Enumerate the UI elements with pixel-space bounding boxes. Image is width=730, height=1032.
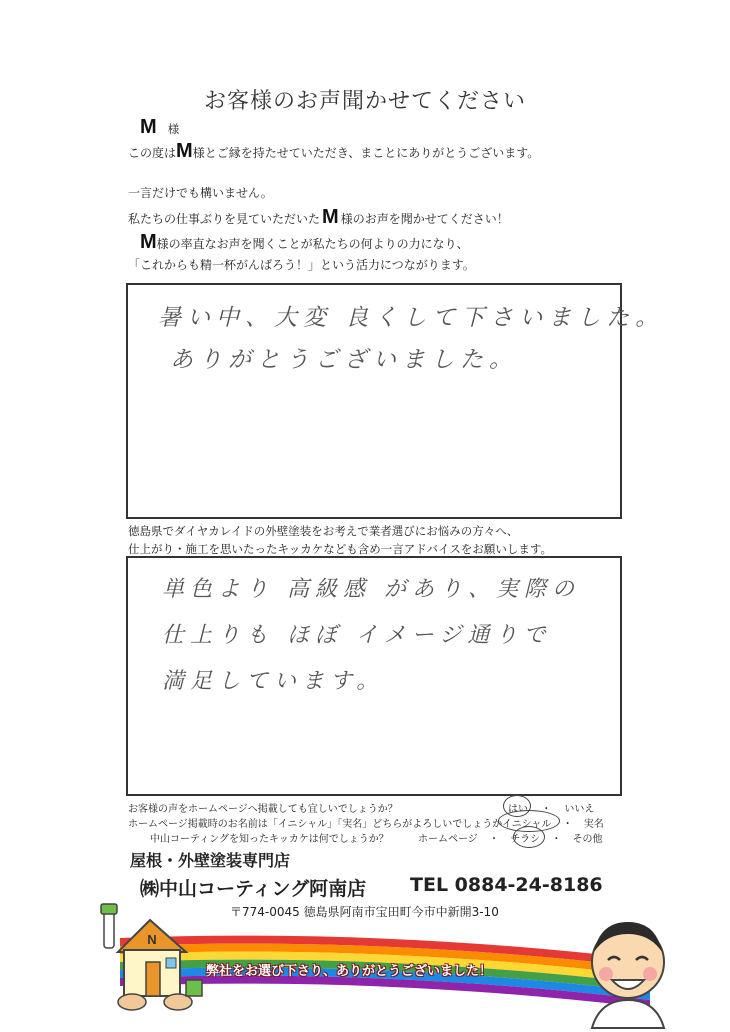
intro-line-1-initial: M [176, 140, 193, 162]
intro-line-2: 一言だけでも構いません。 [128, 186, 273, 200]
option-separator: ・ [489, 834, 499, 845]
intro-line-4 [140, 231, 469, 254]
intro-line-4-initial: M [140, 231, 157, 253]
option-homepage[interactable]: ホームページ [418, 834, 478, 845]
banner-thanks-text: 弊社をお選び下さり、ありがとうございました！ [206, 964, 493, 979]
intro-line-3-initial: M [322, 206, 339, 228]
handwritten-comment-1-line-2: ありがとうございました。 [170, 347, 518, 373]
intro-line-3 [128, 206, 509, 229]
option-flyer[interactable]: チラシ [510, 834, 541, 845]
intro-line-1 [128, 140, 539, 163]
option-real-name[interactable]: 実名 [583, 819, 604, 830]
intro-line-5: 「これからも精一杯がんばろう！」という活力につながります。 [128, 258, 475, 272]
salutation-suffix: 様 [167, 122, 180, 136]
question-publish: お客様の声をホームページへ掲載しても宜しいでしょうか？ [128, 804, 398, 815]
handwritten-comment-2-line-2: 仕上りも ほぼ イメージ通りで [162, 623, 552, 648]
option-separator: ・ [541, 804, 552, 815]
prompt-2-line-2: 仕上がり・施工を思いたったキッカケなども含め一言アドバイスをお願いします。 [128, 542, 553, 556]
shop-name: ㈱中山コーティング阿南店 [140, 878, 367, 900]
intro-line-1-prefix: この度は [128, 146, 177, 160]
option-no[interactable]: いいえ [564, 804, 595, 815]
shop-category: 屋根・外壁塗装専門店 [130, 851, 291, 870]
comment-box-1 [126, 283, 665, 519]
option-other[interactable]: その他 [572, 834, 603, 845]
handwritten-comment-2-line-3: 満足しています。 [162, 669, 385, 694]
question-trigger-options [418, 830, 603, 845]
smiling-man-icon [592, 922, 664, 1028]
intro-line-3-prefix: 私たちの仕事ぶりを見ていただいた [128, 212, 321, 226]
intro-line-1-rest: 様とご縁を持たせていただき、まことにありがとうございます。 [192, 146, 540, 160]
intro-line-3-rest: 様のお声を聞かせてください！ [340, 212, 509, 226]
page-title: お客様のお声聞かせてください [203, 89, 526, 114]
option-yes[interactable]: はい [508, 804, 528, 815]
comment-box-2 [126, 556, 622, 796]
option-initial[interactable]: イニシャル [502, 819, 552, 830]
shop-tel: TEL 0884-24-8186 [410, 874, 603, 896]
customer-initial: M [140, 116, 157, 138]
handwritten-comment-2-line-1: 単色より 高級感 があり、実際の [162, 577, 580, 602]
option-separator: ・ [551, 834, 562, 845]
handwritten-comment-1-line-1: 暑い中、大変 良くして下さいました。 [158, 305, 665, 331]
prompt-2-line-1: 徳島県でダイヤカレイドの外壁塗装をお考えで業者選びにお悩みの方々へ、 [128, 524, 519, 538]
question-name-format: ホームページ掲載時のお名前は「イニシャル」「実名」どちらがよろしいでしょうか [128, 819, 503, 830]
house-letter: N [147, 932, 157, 947]
intro-line-4-rest: 様の率直なお声を聞くことが私たちの何よりの力になり、 [156, 237, 469, 251]
selected-circle-mark [513, 826, 545, 848]
shop-address: 〒774-0045 徳島県阿南市宝田町今市中新開3-10 [230, 905, 499, 919]
question-trigger: 中山コーティングを知ったキッカケは何でしょうか？ [150, 834, 389, 845]
option-separator: ・ [562, 819, 573, 830]
salutation [140, 116, 179, 139]
